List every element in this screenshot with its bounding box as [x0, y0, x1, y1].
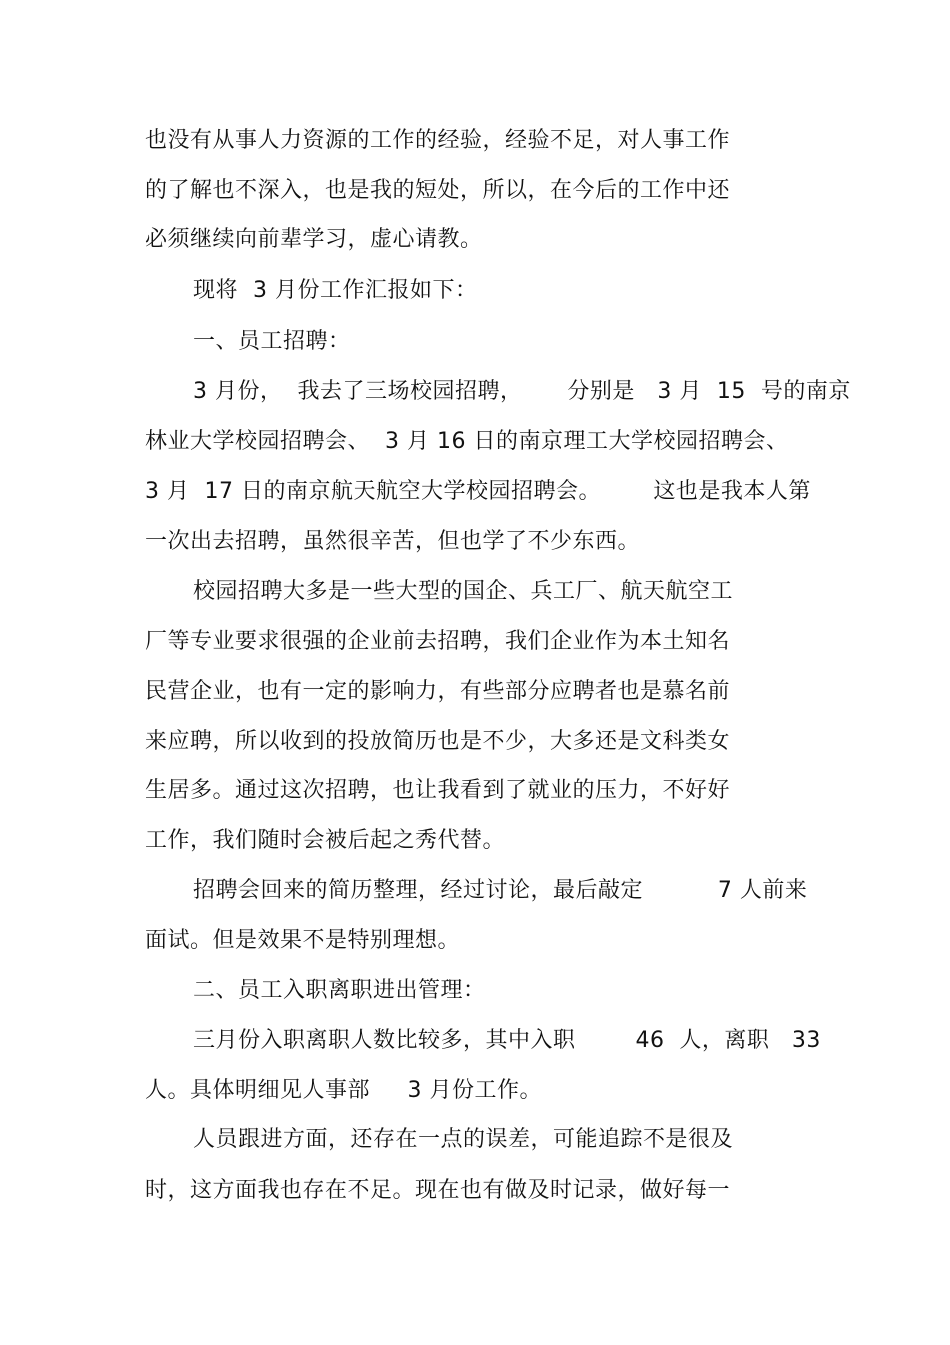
text-line: 三月份入职离职人数比较多，其中入职 46 人，离职 33 — [193, 1028, 821, 1053]
section-heading: 二、员工入职离职进出管理： — [193, 978, 486, 1003]
text-line: 来应聘，所以收到的投放简历也是不少，大多还是文科类女 — [145, 729, 731, 754]
text-line: 校园招聘大多是一些大型的国企、兵工厂、航天航空工 — [193, 579, 734, 604]
text-line: 时，这方面我也存在不足。现在也有做及时记录，做好每一 — [145, 1178, 731, 1203]
text-line: 人。具体明细见人事部 3 月份工作。 — [145, 1078, 542, 1103]
text-line: 现将 3 月份工作汇报如下： — [193, 278, 478, 303]
text-line: 生居多。通过这次招聘，也让我看到了就业的压力，不好好 — [145, 778, 731, 803]
text-line: 招聘会回来的简历整理，经过讨论，最后敲定 7 人前来 — [193, 878, 808, 903]
text-line: 的了解也不深入，也是我的短处，所以，在今后的工作中还 — [145, 178, 731, 203]
text-line: 一次出去招聘，虽然很辛苦，但也学了不少东西。 — [145, 529, 641, 554]
text-line: 厂等专业要求很强的企业前去招聘，我们企业作为本土知名 — [145, 629, 731, 654]
text-line: 3 月份， 我去了三场校园招聘， 分别是 3 月 15 号的南京 — [193, 379, 851, 404]
text-line: 必须继续向前辈学习，虚心请教。 — [145, 227, 483, 252]
text-line: 也没有从事人力资源的工作的经验，经验不足，对人事工作 — [145, 128, 731, 153]
text-line: 3 月 17 日的南京航天航空大学校园招聘会。 这也是我本人第 — [145, 479, 811, 504]
text-line: 面试。但是效果不是特别理想。 — [145, 928, 461, 953]
text-line: 工作，我们随时会被后起之秀代替。 — [145, 828, 506, 853]
section-heading: 一、员工招聘： — [193, 329, 351, 354]
text-line: 林业大学校园招聘会、 3 月 16 日的南京理工大学校园招聘会、 — [145, 429, 789, 454]
text-line: 人员跟进方面，还存在一点的误差，可能追踪不是很及 — [193, 1127, 734, 1152]
text-line: 民营企业，也有一定的影响力，有些部分应聘者也是慕名前 — [145, 679, 731, 704]
